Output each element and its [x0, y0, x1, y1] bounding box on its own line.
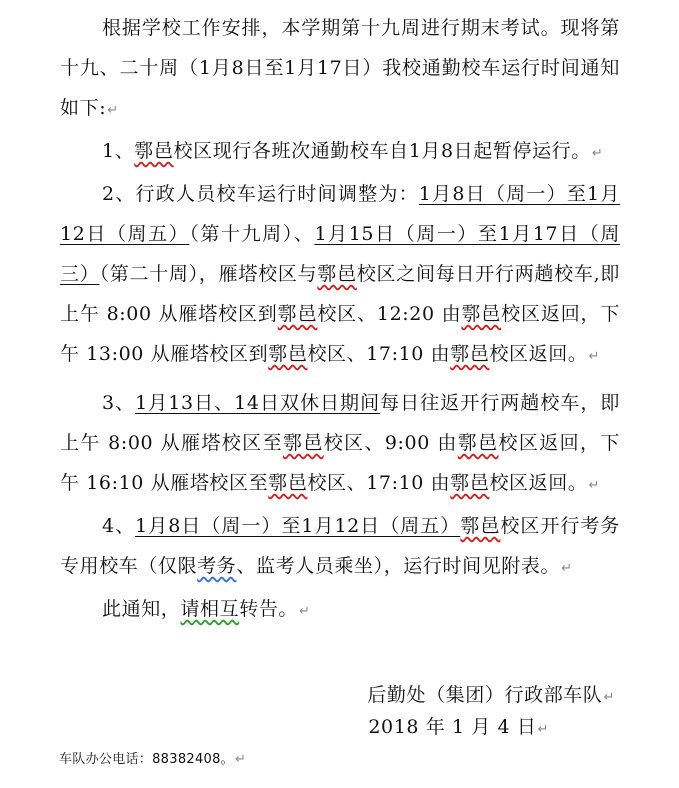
paragraph-mark-icon: ↵: [591, 146, 604, 161]
paragraph-mark-icon: ↵: [537, 722, 549, 737]
exam-affairs-term: 考务: [197, 555, 237, 577]
paragraph-mark-icon: ↵: [107, 103, 119, 118]
item-2-paragraph: 2、行政人员校车运行时间调整为：1月8日（周一）至1月12日（周五）（第十九周）、1月15日（周一）至1月17日（周三）（第二十周），雁塔校区与鄠邑校区之间每日开行两趟校车,即上午 8:00 从雁塔校区到鄠邑校区、12:20 由鄠邑校区返回，下午 13:00 从雁塔校区到鄠邑校区、17:10 由鄠邑校区返回。↵: [60, 183, 621, 365]
title-remnant: [178, 0, 508, 8]
date-range-week-19: 1月8日（周一）至1月12日（周五）: [60, 183, 620, 245]
campus-name: 鄠邑: [450, 472, 490, 494]
campus-name: 鄠邑: [268, 472, 308, 494]
paragraph-mark-icon: ↵: [299, 604, 311, 619]
item-3-paragraph: 3、1月13日、14日双休日期间每日往返开行两趟校车，即上午 8:00 从雁塔校区至鄠邑校区、9:00 由鄠邑校区返回，下午 16:10 从雁塔校区至鄠邑校区、17:10 由鄠邑校区返回。↵: [60, 392, 621, 494]
campus-name: 鄠邑: [450, 343, 490, 365]
paragraph-mark-icon: ↵: [561, 561, 573, 576]
signature-department: 后勤处（集团）行政部车队↵: [367, 684, 615, 706]
closing-paragraph: 此通知，请相互转告。↵: [102, 598, 311, 620]
item-4-paragraph: 4、1月8日（周一）至1月12日（周五）鄠邑校区开行考务专用校车（仅限考务、监考人员乘坐），运行时间见附表。↵: [60, 515, 620, 577]
paragraph-mark-icon: ↵: [588, 478, 600, 493]
intro-paragraph: [60, 8, 620, 131]
notice-body: [60, 8, 620, 632]
campus-name: 鄠邑: [460, 515, 501, 537]
office-phone: 车队办公电话：88382408。↵: [59, 752, 247, 767]
date-range-week-20: 1月15日（周一）至1月17日（周三）: [60, 223, 620, 285]
paragraph-mark-icon: ↵: [603, 690, 615, 705]
campus-name: 鄠邑: [457, 432, 499, 454]
exam-date-range: 1月8日（周一）至1月12日（周五）: [135, 515, 461, 537]
intro-text: 根据学校工作安排，本学期第十九周进行期末考试。现将第十九、二十周（1月8日至1月17日）我校通勤校车运行时间通知如下:: [60, 17, 620, 119]
signature-date: 2018 年 1 月 4 日↵: [368, 716, 549, 738]
campus-name: 鄠邑: [268, 343, 308, 365]
item-1-paragraph: 1、鄠邑校区现行各班次通勤校车自1月8日起暂停运行。↵: [102, 140, 604, 162]
weekend-date-range: 1月13日、14日双休日期间: [135, 392, 381, 414]
mutual-term: 请相互: [180, 598, 240, 620]
campus-name: 鄠邑: [277, 303, 318, 325]
paragraph-mark-icon: ↵: [588, 349, 600, 364]
paragraph-mark-icon: ↵: [234, 752, 247, 767]
campus-name: 鄠邑: [134, 140, 174, 162]
campus-name: 鄠邑: [317, 263, 357, 285]
campus-name: 鄠邑: [461, 303, 502, 325]
campus-name: 鄠邑: [282, 432, 324, 454]
